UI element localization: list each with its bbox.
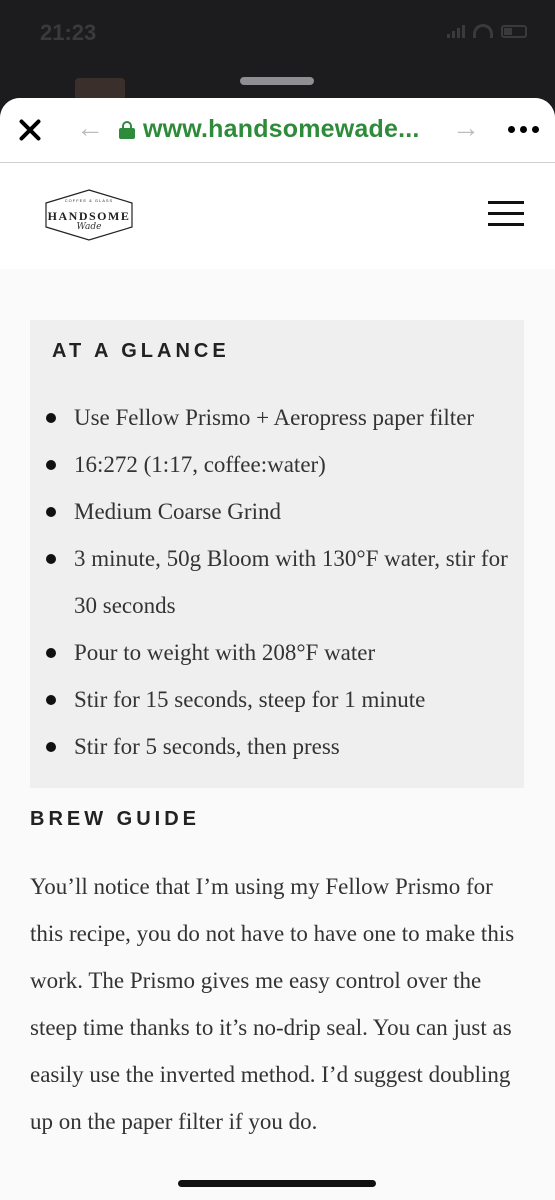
list-item: Pour to weight with 208°F water	[30, 629, 524, 676]
signal-icon	[447, 24, 465, 38]
back-arrow-icon[interactable]: ←	[76, 112, 104, 143]
bullet-icon	[46, 507, 56, 517]
bullet-icon	[46, 695, 56, 705]
site-logo[interactable]	[44, 189, 134, 241]
logo-script: Wade	[76, 222, 102, 232]
list-item: Medium Coarse Grind	[30, 488, 524, 535]
site-header	[0, 163, 555, 269]
list-item: 16:272 (1:17, coffee:water)	[30, 441, 524, 488]
logo-name: HANDSOME	[47, 209, 131, 223]
glance-list	[30, 394, 524, 770]
list-item: Use Fellow Prismo + Aeropress paper filter	[30, 394, 524, 441]
bullet-icon	[46, 742, 56, 752]
browser-toolbar	[0, 98, 555, 163]
url-text[interactable]: www.handsomewade...	[143, 115, 420, 143]
list-item: 3 minute, 50g Bloom with 130°F water, stir for 30 seconds	[30, 535, 524, 629]
glance-title: AT A GLANCE	[52, 340, 230, 362]
bullet-icon	[46, 554, 56, 564]
logo-tagline: COFFEE & GLASS	[64, 198, 114, 203]
battery-icon	[501, 25, 527, 38]
hamburger-menu-icon[interactable]	[488, 201, 524, 227]
lock-icon	[119, 121, 135, 139]
list-item: Stir for 5 seconds, then press	[30, 723, 524, 770]
bullet-icon	[46, 460, 56, 470]
status-bar	[0, 0, 555, 70]
bullet-icon	[46, 648, 56, 658]
home-indicator[interactable]	[178, 1180, 376, 1187]
close-icon[interactable]	[16, 116, 44, 144]
wifi-icon	[473, 24, 493, 38]
browser-sheet	[0, 98, 555, 1200]
list-item: Stir for 15 seconds, steep for 1 minute	[30, 676, 524, 723]
more-icon[interactable]	[508, 126, 539, 133]
bullet-icon	[46, 413, 56, 423]
brew-guide-title: BREW GUIDE	[30, 808, 200, 830]
status-time: 21:23	[40, 20, 97, 45]
at-a-glance-box	[30, 320, 524, 788]
brew-guide-body: You’ll notice that I’m using my Fellow Prismo for this recipe, you do not have to have one to make this work. The Prismo gives me easy control over the steep time thanks to it’s no-drip seal. You can just as easily use the inverted method. I’d suggest doubling up on the paper filter if you do.	[30, 874, 515, 1134]
sheet-grabber[interactable]	[240, 77, 314, 85]
status-icons	[447, 24, 527, 38]
forward-arrow-icon[interactable]: →	[452, 112, 480, 143]
